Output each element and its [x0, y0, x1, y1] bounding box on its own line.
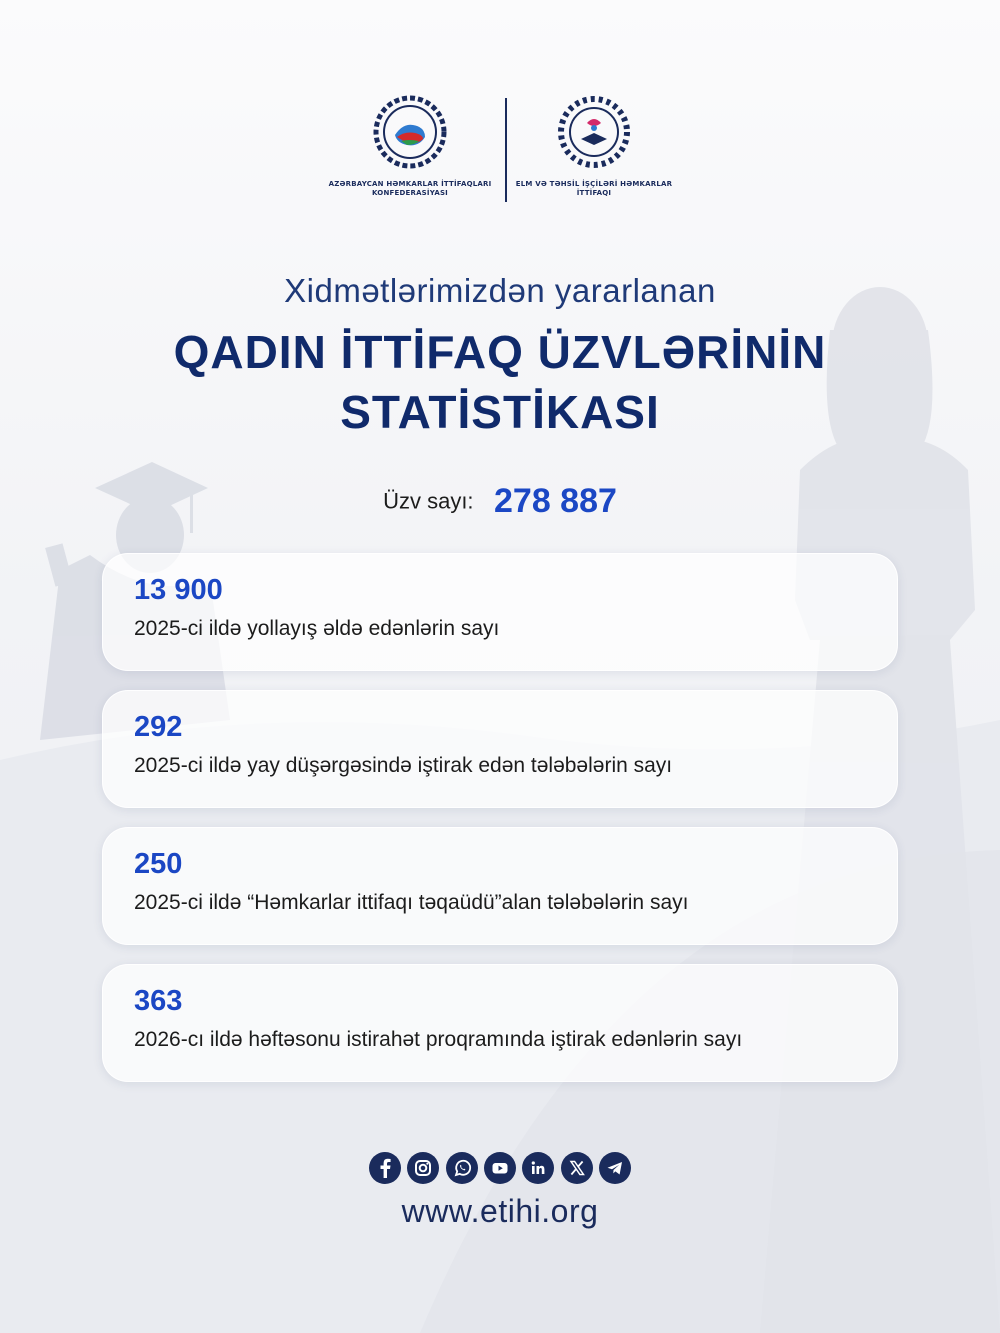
stat-description: 2025-ci ildə yollayış əldə edənlərin sayı [134, 617, 500, 640]
stat-value: 292 [134, 711, 183, 743]
x-icon[interactable] [561, 1152, 593, 1184]
member-count [0, 482, 1000, 521]
stat-description: 2026-cı ildə həftəsonu istirahət proqramında iştirak edənlərin sayı [134, 1028, 743, 1051]
right-logo-caption-line2: İTTİFAQI [576, 189, 612, 197]
linkedin-icon[interactable] [522, 1152, 554, 1184]
page-subtitle: Xidmətlərimizdən yararlanan [284, 272, 716, 309]
social-links [369, 1152, 631, 1186]
member-count-label: Üzv sayı: [383, 488, 474, 514]
page-title-line1: QADIN İTTİFAQ ÜZVLƏRİNİN [173, 326, 827, 378]
union-emblem-icon [557, 95, 631, 169]
stat-value: 363 [134, 985, 183, 1017]
page-title-line2: STATİSTİKASI [340, 386, 660, 438]
confederation-emblem-icon [373, 95, 447, 169]
logo-header [0, 95, 1000, 215]
stat-description: 2025-ci ildə “Həmkarlar ittifaqı təqaüdü”alan tələbələrin sayı [134, 891, 689, 914]
stat-description: 2025-ci ildə yay düşərgəsində iştirak edən tələbələrin sayı [134, 754, 673, 777]
page-title [100, 322, 900, 442]
logo-divider [505, 98, 507, 202]
stat-card [102, 964, 898, 1082]
stat-card [102, 690, 898, 808]
confederation-logo [310, 95, 510, 198]
telegram-icon[interactable] [599, 1152, 631, 1184]
union-logo [494, 95, 694, 198]
whatsapp-icon[interactable] [446, 1152, 478, 1184]
instagram-icon[interactable] [407, 1152, 439, 1184]
left-logo-caption-line1: AZƏRBAYCAN HƏMKARLAR İTTİFAQLARI [328, 180, 492, 188]
stat-value: 250 [134, 848, 183, 880]
youtube-icon[interactable] [484, 1152, 516, 1184]
stat-value: 13 900 [134, 574, 223, 606]
stat-card [102, 827, 898, 945]
member-count-value: 278 887 [494, 482, 617, 520]
stat-card [102, 553, 898, 671]
left-logo-caption-line2: KONFEDERASİYASI [372, 189, 448, 197]
website-link[interactable]: www.etihi.org [401, 1193, 599, 1229]
facebook-icon[interactable] [369, 1152, 401, 1184]
right-logo-caption-line1: ELM VƏ TƏHSİL İŞÇİLƏRİ HƏMKARLAR [515, 180, 673, 188]
